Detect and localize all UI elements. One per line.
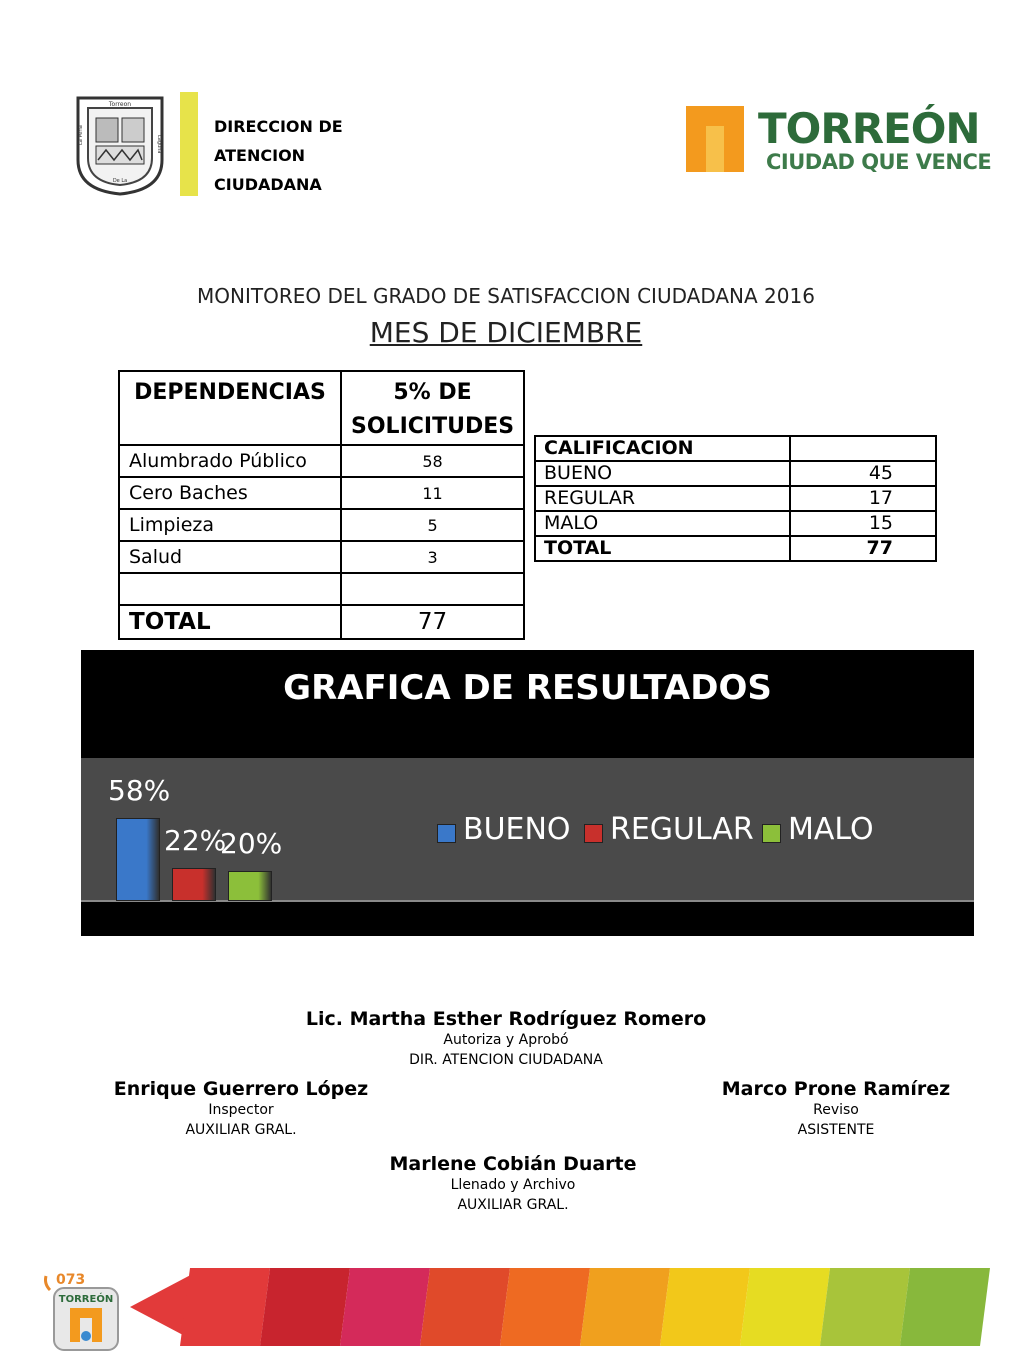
total-label: TOTAL bbox=[119, 605, 341, 639]
table-row bbox=[535, 511, 936, 536]
chart-title: GRAFICA DE RESULTADOS bbox=[283, 668, 772, 708]
total-value: 77 bbox=[790, 536, 936, 561]
dependencia-count: 5 bbox=[341, 509, 524, 541]
header-dependencias: DEPENDENCIAS bbox=[119, 371, 341, 445]
department-name bbox=[214, 112, 343, 199]
stripe-segment bbox=[340, 1268, 430, 1346]
legend-label-malo: MALO bbox=[788, 812, 874, 847]
stripe-segment bbox=[740, 1268, 830, 1346]
signature-title: AUXILIAR GRAL. bbox=[185, 1122, 297, 1138]
seal-text-right: Laguna bbox=[156, 135, 162, 154]
bar-bueno bbox=[116, 818, 160, 901]
signature-name: Lic. Martha Esther Rodríguez Romero bbox=[305, 1008, 707, 1030]
table-row bbox=[119, 477, 524, 509]
signature-title: DIR. ATENCION CIUDADANA bbox=[409, 1052, 603, 1068]
signature-reviewer bbox=[686, 1078, 986, 1140]
app-badge-icon bbox=[42, 1270, 122, 1352]
department-line-2: ATENCION bbox=[214, 146, 306, 165]
yellow-divider bbox=[180, 92, 198, 196]
calificacion-value: 17 bbox=[790, 486, 936, 511]
report-subtitle: MES DE DICIEMBRE bbox=[369, 316, 643, 349]
table-row-empty bbox=[119, 573, 524, 605]
signature-role: Inspector bbox=[208, 1102, 274, 1118]
header-solicitudes: 5% DE SOLICITUDES bbox=[341, 371, 524, 445]
table-header-row bbox=[535, 436, 936, 461]
stripe-segment bbox=[500, 1268, 590, 1346]
bar-regular bbox=[172, 868, 216, 901]
legend-swatch-bueno bbox=[437, 824, 456, 843]
table-row bbox=[119, 445, 524, 477]
dependencia-name: Salud bbox=[119, 541, 341, 573]
signature-title: ASISTENTE bbox=[797, 1122, 875, 1138]
signature-name: Marco Prone Ramírez bbox=[721, 1078, 951, 1100]
total-label: TOTAL bbox=[535, 536, 790, 561]
table-total-row bbox=[119, 605, 524, 639]
legend-label-bueno: BUENO bbox=[463, 812, 571, 847]
bar-label-bueno: 58% bbox=[108, 774, 171, 807]
municipal-seal bbox=[70, 90, 170, 198]
department-line-1: DIRECCION DE bbox=[214, 117, 343, 136]
badge-title: TORREÓN bbox=[58, 1294, 114, 1305]
stripe-segment bbox=[820, 1268, 910, 1346]
dependencia-count bbox=[341, 573, 524, 605]
dependencia-name: Alumbrado Público bbox=[119, 445, 341, 477]
table-total-row bbox=[535, 536, 936, 561]
table-row bbox=[119, 509, 524, 541]
seal-text-top: Torreon bbox=[108, 101, 132, 108]
report-title: MONITOREO DEL GRADO DE SATISFACCION CIUDADANA 2016 bbox=[197, 284, 815, 308]
signature-name: Marlene Cobián Duarte bbox=[389, 1153, 637, 1175]
signature-inspector bbox=[91, 1078, 391, 1140]
dependencias-table bbox=[118, 370, 525, 640]
dependencia-name: Limpieza bbox=[119, 509, 341, 541]
table-row bbox=[535, 486, 936, 511]
dependencia-name: Cero Baches bbox=[119, 477, 341, 509]
signature-filler bbox=[313, 1153, 713, 1215]
seal-text-bottom: De La bbox=[112, 178, 128, 184]
footer-decorative-stripes bbox=[130, 1262, 1024, 1352]
calificacion-value: 15 bbox=[790, 511, 936, 536]
dependencia-count: 58 bbox=[341, 445, 524, 477]
stripe-segment bbox=[260, 1268, 350, 1346]
dependencia-name bbox=[119, 573, 341, 605]
stripe-segment bbox=[660, 1268, 750, 1346]
phone-badge-text: 073 bbox=[56, 1272, 86, 1288]
logo-subtitle: CIUDAD QUE VENCE bbox=[766, 150, 992, 174]
department-line-3: CIUDADANA bbox=[214, 175, 322, 194]
calificacion-table bbox=[534, 435, 937, 562]
signature-name: Enrique Guerrero López bbox=[113, 1078, 369, 1100]
stripe-segment bbox=[580, 1268, 670, 1346]
signature-role: Autoriza y Aprobó bbox=[443, 1032, 569, 1048]
calificacion-label: REGULAR bbox=[535, 486, 790, 511]
total-value: 77 bbox=[341, 605, 524, 639]
header-calificacion: CALIFICACION bbox=[535, 436, 790, 461]
legend-label-regular: REGULAR bbox=[610, 812, 754, 847]
signature-role: Reviso bbox=[813, 1102, 859, 1118]
bar-label-malo: 20% bbox=[220, 827, 283, 860]
signature-role: Llenado y Archivo bbox=[450, 1177, 576, 1193]
calificacion-value: 45 bbox=[790, 461, 936, 486]
bar-malo bbox=[228, 871, 272, 901]
stripe-segment bbox=[180, 1268, 270, 1346]
legend-swatch-regular bbox=[584, 824, 603, 843]
table-row bbox=[119, 541, 524, 573]
torreon-logo-icon bbox=[684, 104, 746, 174]
header-empty bbox=[790, 436, 936, 461]
bar-label-regular: 22% bbox=[164, 824, 227, 857]
table-row bbox=[535, 461, 936, 486]
stripe-segment bbox=[900, 1268, 990, 1346]
logo-title: TORREÓN bbox=[758, 104, 980, 153]
dependencia-count: 3 bbox=[341, 541, 524, 573]
calificacion-label: MALO bbox=[535, 511, 790, 536]
stripe-segment bbox=[420, 1268, 510, 1346]
table-header-row bbox=[119, 371, 524, 445]
signature-director bbox=[256, 1008, 756, 1070]
signature-title: AUXILIAR GRAL. bbox=[457, 1197, 569, 1213]
dependencia-count: 11 bbox=[341, 477, 524, 509]
calificacion-label: BUENO bbox=[535, 461, 790, 486]
seal-text-left: La Perla bbox=[78, 125, 84, 145]
legend-swatch-malo bbox=[762, 824, 781, 843]
